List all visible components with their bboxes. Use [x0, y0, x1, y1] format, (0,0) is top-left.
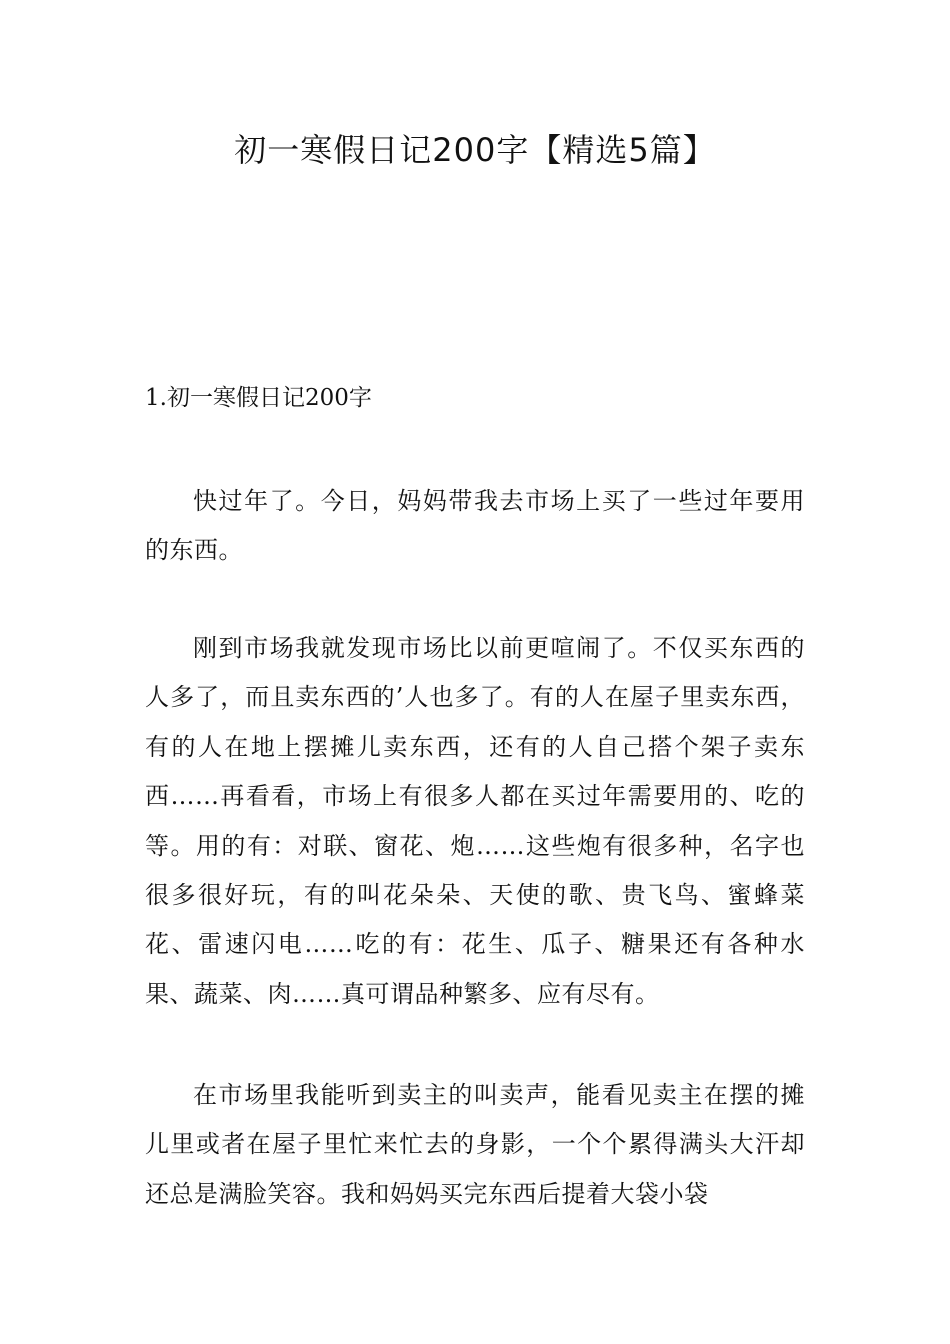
paragraph-2: 刚到市场我就发现市场比以前更喧闹了。不仅买东西的人多了，而且卖东西的’人也多了。有的人在屋子里卖东西，有的人在地上摆摊儿卖东西，还有的人自己搭个架子卖东西……再看看，市场上有很多人都在买过年需要用的、吃的等。用的有：对联、窗花、炮……这些炮有很多种，名字也很多很好玩，有的叫花朵朵、天使的歌、贵飞鸟、蜜蜂菜花、雷速闪电……吃的有：花生、瓜子、糖果还有各种水果、蔬菜、肉……真可谓品种繁多、应有尽有。 [145, 634, 805, 1008]
section-heading: 1.初一寒假日记200字 [145, 385, 372, 411]
paragraph-3: 在市场里我能听到卖主的叫卖声，能看见卖主在摆的摊儿里或者在屋子里忙来忙去的身影，一个个累得满头大汗却还总是满脸笑容。我和妈妈买完东西后提着大袋小袋 [145, 1081, 805, 1208]
document-title: 初一寒假日记200字【精选5篇】 [234, 131, 716, 169]
paragraph-1: 快过年了。今日，妈妈带我去市场上买了一些过年要用的东西。 [145, 487, 805, 565]
